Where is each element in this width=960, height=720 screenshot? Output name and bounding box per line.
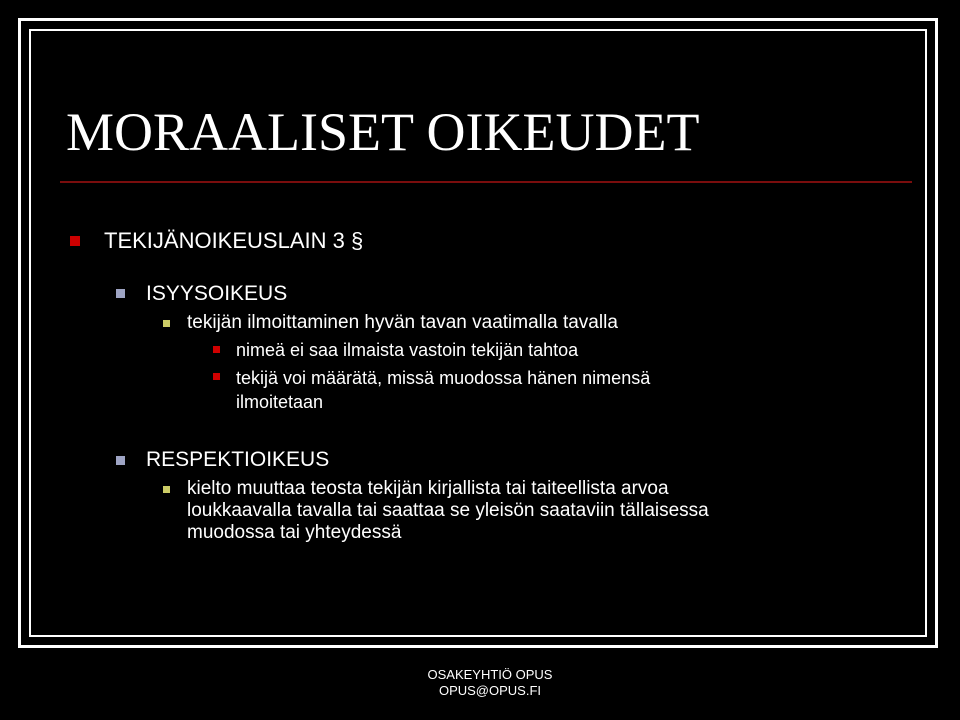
footer-company: OSAKEYHTIÖ OPUS <box>427 667 553 682</box>
bullet-text-name: nimeä ei saa ilmaista vastoin tekijän tahtoa <box>236 340 579 360</box>
bullet-text-respect-2: loukkaavalla tavalla tai saattaa se yleisön saataviin tällaisessa <box>187 500 709 521</box>
bullet-text-law: TEKIJÄNOIKEUSLAIN 3 § <box>104 228 364 253</box>
square-bullet-icon <box>116 289 125 298</box>
square-bullet-icon <box>163 486 170 493</box>
square-bullet-icon <box>70 236 80 246</box>
square-bullet-icon <box>116 456 125 465</box>
title-underline <box>60 181 912 183</box>
slide-title: MORAALISET OIKEUDET <box>66 102 700 162</box>
square-bullet-icon <box>163 320 170 327</box>
bullet-text-isyysoikeus: ISYYSOIKEUS <box>146 282 288 305</box>
footer-email: OPUS@OPUS.FI <box>438 683 542 698</box>
bullet-text-respect-3: muodossa tai yhteydessä <box>187 522 402 543</box>
square-bullet-icon <box>213 373 220 380</box>
bullet-text-name-format-1: tekijä voi määrätä, missä muodossa hänen nimensä <box>236 368 651 388</box>
bullet-text-name-format-2: ilmoitetaan <box>236 392 324 412</box>
bullet-text-respect-1: kielto muuttaa teosta tekijän kirjallista tai taiteellista arvoa <box>187 478 669 499</box>
bullet-text-respektioikeus: RESPEKTIOIKEUS <box>146 448 330 471</box>
bullet-text-attribution: tekijän ilmoittaminen hyvän tavan vaatimalla tavalla <box>187 312 618 333</box>
square-bullet-icon <box>213 346 220 353</box>
